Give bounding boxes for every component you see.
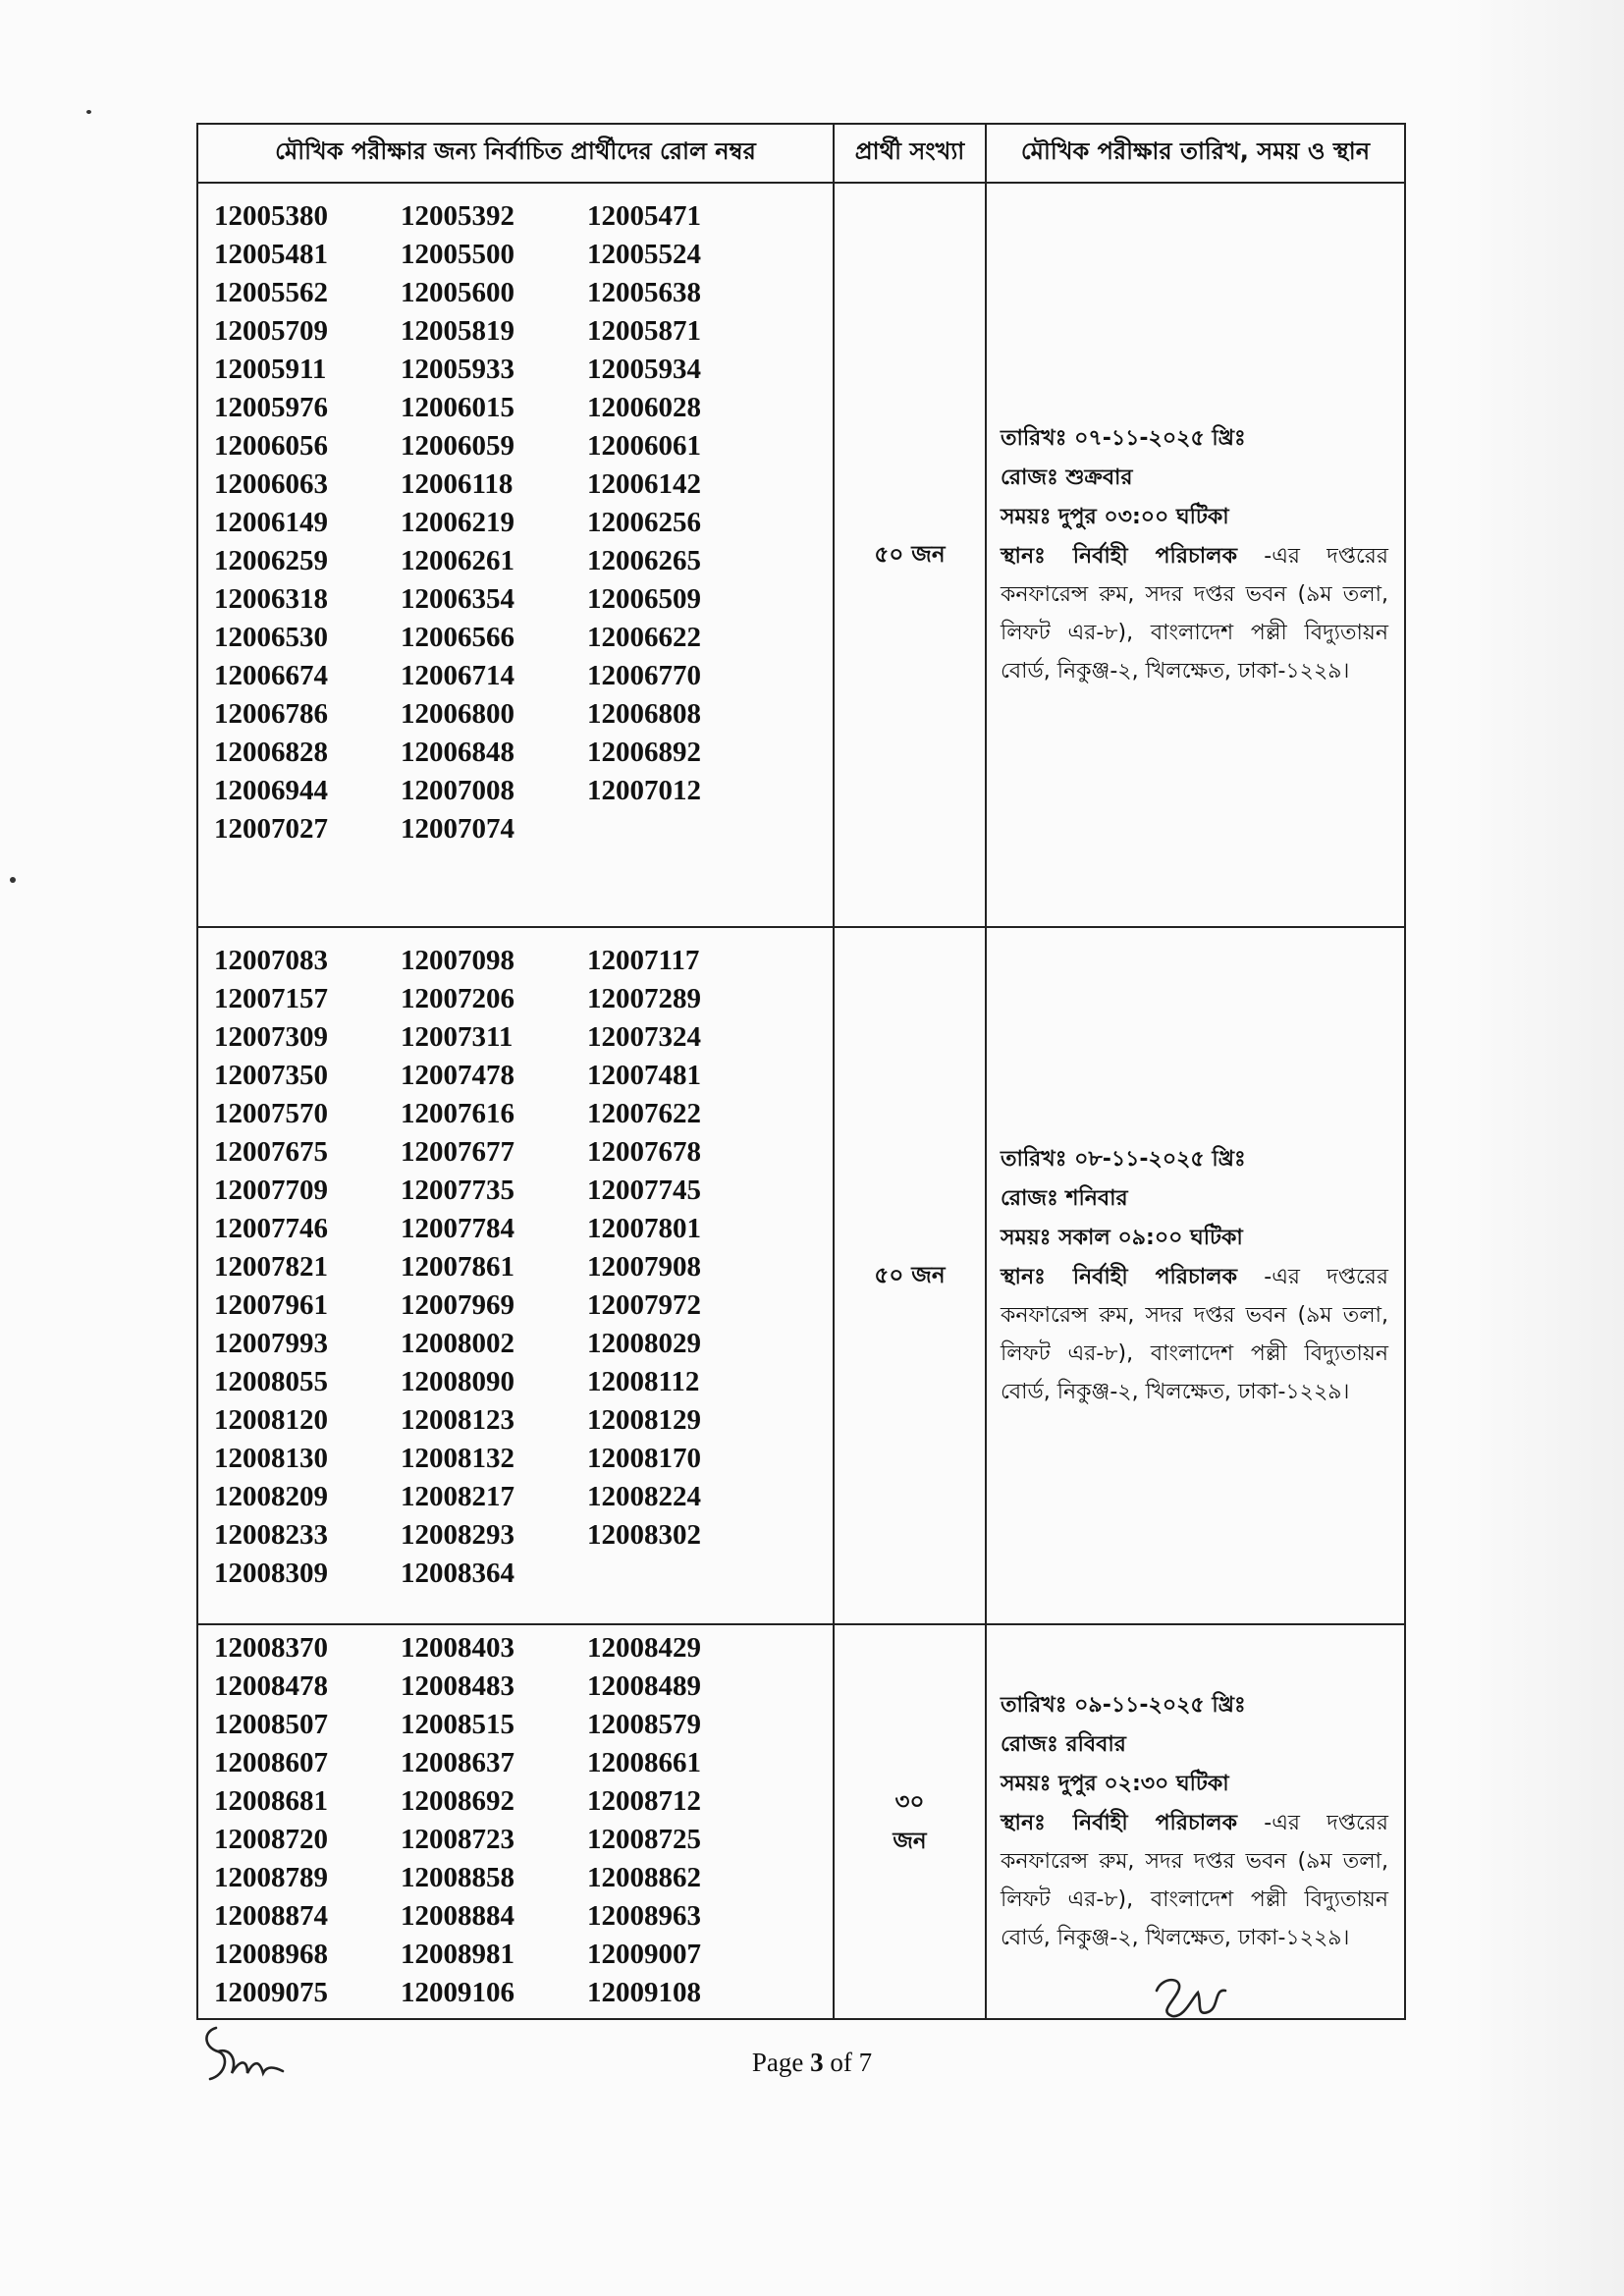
roll-line bbox=[214, 1744, 833, 1782]
roll-number: 12007677 bbox=[401, 1136, 514, 1168]
roll-line bbox=[214, 1859, 833, 1897]
roll-number: 12007801 bbox=[587, 1213, 701, 1244]
schedule-day: রোজঃ শুক্রবার bbox=[1001, 465, 1133, 490]
schedule-cell-3 bbox=[986, 1624, 1405, 2019]
roll-number: 12008002 bbox=[401, 1328, 514, 1359]
roll-number: 12006118 bbox=[401, 468, 514, 500]
roll-number: 12007157 bbox=[214, 983, 328, 1014]
venue-label: স্থানঃ নির্বাহী পরিচালক bbox=[1001, 1265, 1237, 1289]
roll-number: 12006808 bbox=[587, 698, 701, 730]
roll-line bbox=[214, 657, 833, 695]
roll-line bbox=[214, 1057, 833, 1095]
roll-number: 12008692 bbox=[401, 1785, 514, 1817]
schedule-date: তারিখঃ ০৯-১১-২০২৫ খ্রিঃ bbox=[1001, 1693, 1246, 1718]
roll-number: 12005392 bbox=[401, 200, 514, 232]
roll-number: 12008720 bbox=[214, 1824, 328, 1855]
venue-text: -এর দপ্তরের কনফারেন্স রুম, সদর দপ্তর ভবন (৯ম তলা, লিফট এর-৮), বাংলাদেশ পল্লী বিদ্যুতায়ন বোর্ড, নিকুঞ্জ-২, খিলক্ষেত, ঢাকা-১২২৯। bbox=[1001, 1265, 1388, 1404]
roll-number: 12007821 bbox=[214, 1251, 328, 1283]
roll-number: 12008968 bbox=[214, 1939, 328, 1970]
roll-number: 12008579 bbox=[587, 1709, 701, 1740]
roll-line bbox=[214, 1974, 833, 2012]
roll-number: 12008090 bbox=[401, 1366, 514, 1397]
roll-number: 12007324 bbox=[587, 1021, 701, 1053]
roll-line bbox=[214, 1210, 833, 1248]
group-row-1 bbox=[197, 183, 1405, 927]
roll-number: 12007074 bbox=[401, 813, 514, 845]
roll-number: 12007616 bbox=[401, 1098, 514, 1129]
roll-number: 12008120 bbox=[214, 1404, 328, 1436]
venue-label: স্থানঃ নির্বাহী পরিচালক bbox=[1001, 1811, 1237, 1835]
roll-number: 12008123 bbox=[401, 1404, 514, 1436]
page-current: 3 bbox=[810, 2048, 824, 2077]
roll-number: 12007008 bbox=[401, 775, 514, 806]
roll-number: 12006800 bbox=[401, 698, 514, 730]
roll-number: 12008364 bbox=[401, 1558, 514, 1589]
roll-number: 12007481 bbox=[587, 1060, 701, 1091]
roll-number: 12007289 bbox=[587, 983, 701, 1014]
roll-number: 12006354 bbox=[401, 583, 514, 615]
roll-number: 12006061 bbox=[587, 430, 701, 462]
roll-line bbox=[214, 980, 833, 1018]
roll-line bbox=[214, 1401, 833, 1440]
roll-line bbox=[214, 942, 833, 980]
roll-number: 12006828 bbox=[214, 737, 328, 768]
roll-number: 12006714 bbox=[401, 660, 514, 691]
roll-line bbox=[214, 1325, 833, 1363]
group-row-3 bbox=[197, 1624, 1405, 2019]
roll-line bbox=[214, 465, 833, 504]
roll-number: 12008403 bbox=[401, 1632, 514, 1664]
roll-number: 12008293 bbox=[401, 1519, 514, 1551]
roll-number: 12006015 bbox=[401, 392, 514, 423]
roll-number: 12007678 bbox=[587, 1136, 701, 1168]
roll-number: 12007745 bbox=[587, 1175, 701, 1206]
roll-number: 12005871 bbox=[587, 315, 701, 347]
roll-number: 12005709 bbox=[214, 315, 328, 347]
schedule-time: সময়ঃ দুপুর ০৩:০০ ঘটিকা bbox=[1001, 505, 1229, 529]
roll-line bbox=[214, 1018, 833, 1057]
schedule-cell-1 bbox=[986, 183, 1405, 927]
roll-number: 12008884 bbox=[401, 1900, 514, 1932]
roll-number: 12007784 bbox=[401, 1213, 514, 1244]
roll-number: 12007961 bbox=[214, 1289, 328, 1321]
roll-number: 12005638 bbox=[587, 277, 701, 308]
schedule-venue bbox=[1001, 537, 1388, 690]
roll-number: 12008981 bbox=[401, 1939, 514, 1970]
roll-number: 12008224 bbox=[587, 1481, 701, 1512]
roll-number: 12008217 bbox=[401, 1481, 514, 1512]
count-number: ৩০ bbox=[894, 1789, 925, 1815]
roll-number: 12007746 bbox=[214, 1213, 328, 1244]
roll-number: 12008858 bbox=[401, 1862, 514, 1893]
roll-number: 12006848 bbox=[401, 737, 514, 768]
roll-cell-2 bbox=[197, 927, 834, 1624]
roll-number: 12008661 bbox=[587, 1747, 701, 1778]
scan-speck bbox=[86, 110, 91, 114]
roll-number: 12008302 bbox=[587, 1519, 701, 1551]
roll-line bbox=[214, 1629, 833, 1667]
roll-line bbox=[214, 542, 833, 580]
roll-number: 12006261 bbox=[401, 545, 514, 576]
roll-number: 12008209 bbox=[214, 1481, 328, 1512]
roll-number: 12006256 bbox=[587, 507, 701, 538]
page-mid: of bbox=[823, 2048, 859, 2077]
roll-line bbox=[214, 236, 833, 274]
schedule-date: তারিখঃ ০৭-১১-২০২৫ খ্রিঃ bbox=[1001, 426, 1246, 451]
header-schedule: মৌখিক পরীক্ষার তারিখ, সময় ও স্থান bbox=[986, 124, 1405, 183]
roll-number: 12005380 bbox=[214, 200, 328, 232]
roll-line bbox=[214, 1363, 833, 1401]
roll-number: 12006219 bbox=[401, 507, 514, 538]
roll-number: 12007675 bbox=[214, 1136, 328, 1168]
roll-number: 12008789 bbox=[214, 1862, 328, 1893]
roll-number: 12005819 bbox=[401, 315, 514, 347]
roll-number: 12006770 bbox=[587, 660, 701, 691]
roll-number: 12006028 bbox=[587, 392, 701, 423]
roll-line bbox=[214, 1897, 833, 1936]
roll-number: 12005600 bbox=[401, 277, 514, 308]
roll-line bbox=[214, 695, 833, 734]
roll-number: 12007972 bbox=[587, 1289, 701, 1321]
table-header-row bbox=[197, 124, 1405, 183]
roll-number: 12007908 bbox=[587, 1251, 701, 1283]
roll-number: 12006142 bbox=[587, 468, 701, 500]
roll-number: 12008483 bbox=[401, 1670, 514, 1702]
roll-number: 12008309 bbox=[214, 1558, 328, 1589]
schedule-venue bbox=[1001, 1804, 1388, 1957]
viva-roll-table bbox=[196, 123, 1406, 2020]
roll-number: 12006786 bbox=[214, 698, 328, 730]
count-cell-1: ৫০ জন bbox=[834, 183, 986, 927]
roll-number: 12008170 bbox=[587, 1443, 701, 1474]
page-prefix: Page bbox=[751, 2048, 811, 2077]
roll-number: 12008637 bbox=[401, 1747, 514, 1778]
roll-number: 12009108 bbox=[587, 1977, 701, 2008]
roll-number: 12005933 bbox=[401, 354, 514, 385]
roll-line bbox=[214, 1095, 833, 1133]
roll-number: 12007735 bbox=[401, 1175, 514, 1206]
roll-line bbox=[214, 1555, 833, 1593]
count-cell-3 bbox=[834, 1624, 986, 2019]
count-unit: জন bbox=[893, 1829, 927, 1854]
roll-number: 12007027 bbox=[214, 813, 328, 845]
roll-number: 12007350 bbox=[214, 1060, 328, 1091]
roll-number: 12008370 bbox=[214, 1632, 328, 1664]
roll-number: 12005481 bbox=[214, 239, 328, 270]
roll-line bbox=[214, 351, 833, 389]
group-row-2 bbox=[197, 927, 1405, 1624]
roll-number: 12008712 bbox=[587, 1785, 701, 1817]
roll-line bbox=[214, 197, 833, 236]
roll-number: 12006674 bbox=[214, 660, 328, 691]
count-cell-2: ৫০ জন bbox=[834, 927, 986, 1624]
roll-line bbox=[214, 1133, 833, 1172]
scan-speck bbox=[10, 877, 16, 883]
roll-number: 12007206 bbox=[401, 983, 514, 1014]
roll-line bbox=[214, 619, 833, 657]
roll-line bbox=[214, 312, 833, 351]
roll-number: 12008478 bbox=[214, 1670, 328, 1702]
roll-number: 12008055 bbox=[214, 1366, 328, 1397]
roll-number: 12008874 bbox=[214, 1900, 328, 1932]
roll-line bbox=[214, 1706, 833, 1744]
roll-number: 12007311 bbox=[401, 1021, 514, 1053]
roll-number: 12007478 bbox=[401, 1060, 514, 1091]
roll-number: 12006622 bbox=[587, 622, 701, 653]
roll-number: 12007083 bbox=[214, 945, 328, 976]
schedule-day: রোজঃ রবিবার bbox=[1001, 1732, 1126, 1757]
roll-line bbox=[214, 580, 833, 619]
venue-label: স্থানঃ নির্বাহী পরিচালক bbox=[1001, 544, 1237, 569]
roll-line bbox=[214, 1936, 833, 1974]
roll-line bbox=[214, 810, 833, 848]
roll-line bbox=[214, 1821, 833, 1859]
roll-number: 12006056 bbox=[214, 430, 328, 462]
roll-number: 12007861 bbox=[401, 1251, 514, 1283]
roll-number: 12006149 bbox=[214, 507, 328, 538]
roll-line bbox=[214, 427, 833, 465]
schedule-time: সময়ঃ সকাল ০৯:০০ ঘটিকা bbox=[1001, 1226, 1243, 1250]
roll-number: 12008029 bbox=[587, 1328, 701, 1359]
roll-cell-3 bbox=[197, 1624, 834, 2019]
roll-number: 12007117 bbox=[587, 945, 700, 976]
roll-number: 12006944 bbox=[214, 775, 328, 806]
roll-number: 12008862 bbox=[587, 1862, 701, 1893]
roll-number: 12006059 bbox=[401, 430, 514, 462]
roll-number: 12008132 bbox=[401, 1443, 514, 1474]
roll-number: 12008963 bbox=[587, 1900, 701, 1932]
roll-number: 12008515 bbox=[401, 1709, 514, 1740]
roll-number: 12006509 bbox=[587, 583, 701, 615]
roll-number: 12008507 bbox=[214, 1709, 328, 1740]
roll-line bbox=[214, 1516, 833, 1555]
roll-number: 12009075 bbox=[214, 1977, 328, 2008]
venue-text: -এর দপ্তরের কনফারেন্স রুম, সদর দপ্তর ভবন (৯ম তলা, লিফট এর-৮), বাংলাদেশ পল্লী বিদ্যুতায়ন বোর্ড, নিকুঞ্জ-২, খিলক্ষেত, ঢাকা-১২২৯। bbox=[1001, 544, 1388, 683]
roll-number: 12005976 bbox=[214, 392, 328, 423]
roll-number: 12007993 bbox=[214, 1328, 328, 1359]
roll-number: 12006530 bbox=[214, 622, 328, 653]
roll-number: 12006892 bbox=[587, 737, 701, 768]
roll-line bbox=[214, 772, 833, 810]
roll-number: 12008429 bbox=[587, 1632, 701, 1664]
roll-line bbox=[214, 734, 833, 772]
schedule-date: তারিখঃ ০৮-১১-২০২৫ খ্রিঃ bbox=[1001, 1147, 1246, 1172]
roll-number: 12005524 bbox=[587, 239, 701, 270]
roll-number: 12008725 bbox=[587, 1824, 701, 1855]
header-candidate-count: প্রার্থী সংখ্যা bbox=[834, 124, 986, 183]
roll-number: 12005911 bbox=[214, 354, 327, 385]
roll-number: 12006318 bbox=[214, 583, 328, 615]
roll-cell-1 bbox=[197, 183, 834, 927]
handwritten-initials-right bbox=[1149, 1969, 1237, 2028]
roll-number: 12005471 bbox=[587, 200, 701, 232]
roll-line bbox=[214, 1286, 833, 1325]
roll-number: 12008607 bbox=[214, 1747, 328, 1778]
schedule-day: রোজঃ শনিবার bbox=[1001, 1186, 1128, 1211]
roll-line bbox=[214, 1478, 833, 1516]
roll-number: 12006566 bbox=[401, 622, 514, 653]
roll-number: 12005934 bbox=[587, 354, 701, 385]
roll-number: 12008112 bbox=[587, 1366, 700, 1397]
roll-number: 12005562 bbox=[214, 277, 328, 308]
header-roll-numbers: মৌখিক পরীক্ষার জন্য নির্বাচিত প্রার্থীদের রোল নম্বর bbox=[197, 124, 834, 183]
roll-number: 12007709 bbox=[214, 1175, 328, 1206]
roll-number: 12008681 bbox=[214, 1785, 328, 1817]
roll-number: 12007309 bbox=[214, 1021, 328, 1053]
roll-number: 12007012 bbox=[587, 775, 701, 806]
roll-number: 12008489 bbox=[587, 1670, 701, 1702]
roll-number: 12008130 bbox=[214, 1443, 328, 1474]
roll-number: 12007969 bbox=[401, 1289, 514, 1321]
roll-number: 12009106 bbox=[401, 1977, 514, 2008]
roll-line bbox=[214, 1440, 833, 1478]
roll-number: 12006063 bbox=[214, 468, 328, 500]
roll-line bbox=[214, 1667, 833, 1706]
roll-number: 12006259 bbox=[214, 545, 328, 576]
roll-number: 12009007 bbox=[587, 1939, 701, 1970]
page-number bbox=[0, 2048, 1624, 2078]
roll-number: 12007622 bbox=[587, 1098, 701, 1129]
roll-line bbox=[214, 504, 833, 542]
roll-number: 12008723 bbox=[401, 1824, 514, 1855]
scan-shadow bbox=[1453, 0, 1624, 2296]
roll-line bbox=[214, 1172, 833, 1210]
roll-number: 12007570 bbox=[214, 1098, 328, 1129]
roll-line bbox=[214, 1248, 833, 1286]
venue-text: -এর দপ্তরের কনফারেন্স রুম, সদর দপ্তর ভবন (৯ম তলা, লিফট এর-৮), বাংলাদেশ পল্লী বিদ্যুতায়ন বোর্ড, নিকুঞ্জ-২, খিলক্ষেত, ঢাকা-১২২৯। bbox=[1001, 1811, 1388, 1950]
schedule-time: সময়ঃ দুপুর ০২:৩০ ঘটিকা bbox=[1001, 1772, 1229, 1796]
roll-number: 12005500 bbox=[401, 239, 514, 270]
roll-line bbox=[214, 389, 833, 427]
roll-line bbox=[214, 1782, 833, 1821]
page-total: 7 bbox=[858, 2048, 873, 2077]
roll-number: 12008129 bbox=[587, 1404, 701, 1436]
roll-number: 12008233 bbox=[214, 1519, 328, 1551]
roll-line bbox=[214, 274, 833, 312]
roll-number: 12006265 bbox=[587, 545, 701, 576]
schedule-cell-2 bbox=[986, 927, 1405, 1624]
roll-number: 12007098 bbox=[401, 945, 514, 976]
schedule-venue bbox=[1001, 1258, 1388, 1411]
